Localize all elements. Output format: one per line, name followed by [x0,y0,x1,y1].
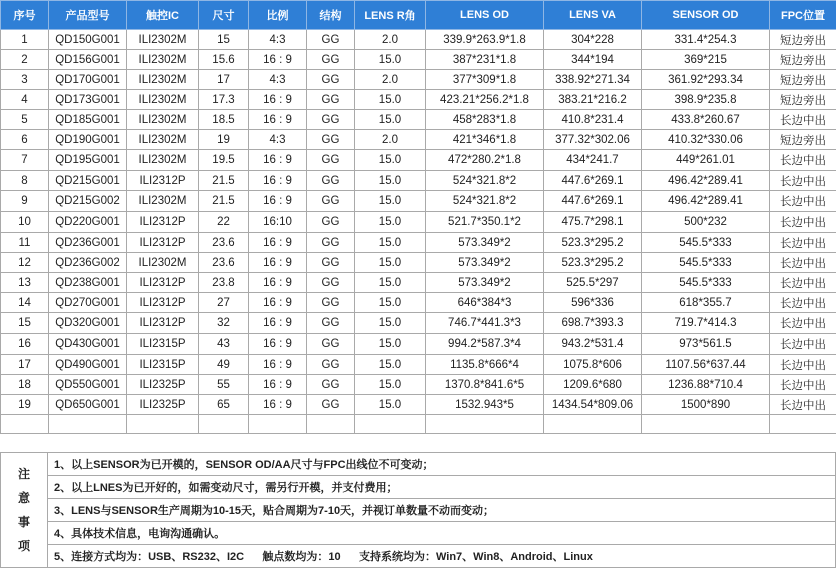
table-cell: 500*232 [642,212,770,233]
table-cell: 19 [1,395,49,415]
table-cell: 2.0 [355,30,426,50]
table-cell: 长边中出 [770,253,836,273]
table-cell: 15.0 [355,355,426,375]
table-cell: 344*194 [544,50,642,70]
notes-label-char: 事 [17,515,30,529]
table-cell: 525.5*297 [544,273,642,293]
table-cell: 618*355.7 [642,293,770,313]
table-cell: 短边旁出 [770,130,836,150]
table-cell: ILI2312P [127,273,199,293]
table-cell: GG [307,191,355,212]
table-cell: 65 [199,395,249,415]
notes-section [0,452,836,568]
table-row [1,273,836,293]
table-row [1,70,836,90]
column-header: 触控IC [127,1,199,30]
table-cell: 15.0 [355,395,426,415]
table-row [1,253,836,273]
notes-label-char: 意 [17,491,30,505]
table-cell: ILI2302M [127,191,199,212]
empty-cell [770,415,836,434]
table-cell: 23.6 [199,233,249,253]
table-cell: 2.0 [355,130,426,150]
table-cell: 21.5 [199,191,249,212]
empty-cell [355,415,426,434]
table-row [1,375,836,395]
table-cell: 11 [1,233,49,253]
table-cell: 423.21*256.2*1.8 [426,90,544,110]
table-cell: GG [307,233,355,253]
table-cell: 496.42*289.41 [642,171,770,191]
table-row [1,171,836,191]
table-cell: 16 : 9 [249,233,307,253]
table-cell: 43 [199,334,249,355]
table-cell: 9 [1,191,49,212]
table-cell: 16 : 9 [249,313,307,334]
table-cell: 长边中出 [770,191,836,212]
table-cell: 长边中出 [770,375,836,395]
table-cell: 19.5 [199,150,249,171]
table-cell: GG [307,110,355,130]
table-cell: 545.5*333 [642,273,770,293]
table-cell: GG [307,273,355,293]
table-cell: 12 [1,253,49,273]
table-cell: 746.7*441.3*3 [426,313,544,334]
column-header: LENS R角 [355,1,426,30]
notes-table [0,452,836,568]
table-cell: 15.0 [355,110,426,130]
table-row [1,110,836,130]
table-cell: 596*336 [544,293,642,313]
table-cell: 1 [1,30,49,50]
table-cell: ILI2302M [127,30,199,50]
table-cell: ILI2325P [127,395,199,415]
table-cell: 15.0 [355,150,426,171]
table-cell: 长边中出 [770,233,836,253]
table-cell: QD490G001 [49,355,127,375]
table-cell: 421*346*1.8 [426,130,544,150]
note-item: 3、LENS与SENSOR生产周期为10-15天，贴合周期为7-10天，并视订单数量不动而变动； [48,498,836,521]
table-row [1,150,836,171]
table-cell: 16 : 9 [249,355,307,375]
table-cell: 长边中出 [770,334,836,355]
column-header: 比例 [249,1,307,30]
table-cell: 524*321.8*2 [426,171,544,191]
table-cell: 15.0 [355,90,426,110]
table-cell: ILI2302M [127,70,199,90]
table-cell: GG [307,334,355,355]
table-cell: 7 [1,150,49,171]
table-cell: 10 [1,212,49,233]
table-cell: QD236G002 [49,253,127,273]
table-cell: 15.0 [355,334,426,355]
table-cell: 27 [199,293,249,313]
table-cell: 23.6 [199,253,249,273]
table-cell: 长边中出 [770,171,836,191]
table-cell: 1075.8*606 [544,355,642,375]
table-cell: GG [307,212,355,233]
table-cell: 15.0 [355,313,426,334]
table-cell: ILI2312P [127,313,199,334]
table-cell: GG [307,313,355,334]
table-cell: 15.0 [355,191,426,212]
table-cell: QD185G001 [49,110,127,130]
table-row [1,130,836,150]
table-cell: 16 : 9 [249,90,307,110]
table-cell: ILI2302M [127,150,199,171]
table-cell: 6 [1,130,49,150]
table-row [1,30,836,50]
notes-label [1,453,48,568]
table-cell: 573.349*2 [426,233,544,253]
table-cell: 383.21*216.2 [544,90,642,110]
table-header-row [1,1,836,30]
table-cell: QD156G001 [49,50,127,70]
table-cell: 1236.88*710.4 [642,375,770,395]
column-header: 尺寸 [199,1,249,30]
table-cell: 短边旁出 [770,50,836,70]
table-cell: 15 [1,313,49,334]
table-cell: 1135.8*666*4 [426,355,544,375]
table-cell: QD195G001 [49,150,127,171]
table-cell: 短边旁出 [770,90,836,110]
empty-cell [426,415,544,434]
table-cell: ILI2302M [127,130,199,150]
table-cell: 434*241.7 [544,150,642,171]
table-cell: 15.0 [355,233,426,253]
table-row [1,355,836,375]
table-cell: 55 [199,375,249,395]
table-cell: 646*384*3 [426,293,544,313]
table-cell: QD430G001 [49,334,127,355]
empty-cell [249,415,307,434]
table-cell: 1434.54*809.06 [544,395,642,415]
table-cell: 545.5*333 [642,253,770,273]
table-cell: QD170G001 [49,70,127,90]
table-row [1,334,836,355]
table-cell: 475.7*298.1 [544,212,642,233]
table-cell: ILI2315P [127,355,199,375]
table-cell: QD320G001 [49,313,127,334]
table-cell: 15.0 [355,253,426,273]
empty-cell [199,415,249,434]
table-cell: GG [307,253,355,273]
table-row [1,90,836,110]
table-cell: 21.5 [199,171,249,191]
table-cell: 16 : 9 [249,395,307,415]
table-cell: 15 [199,30,249,50]
empty-row [1,415,836,434]
table-cell: 449*261.01 [642,150,770,171]
table-cell: 361.92*293.34 [642,70,770,90]
table-cell: 369*215 [642,50,770,70]
table-cell: 1370.8*841.6*5 [426,375,544,395]
table-cell: 15.6 [199,50,249,70]
table-cell: 8 [1,171,49,191]
table-cell: GG [307,395,355,415]
table-cell: 3 [1,70,49,90]
table-cell: 994.2*587.3*4 [426,334,544,355]
table-cell: ILI2302M [127,253,199,273]
table-cell: 16 : 9 [249,171,307,191]
table-cell: 1209.6*680 [544,375,642,395]
table-cell: 545.5*333 [642,233,770,253]
table-cell: 长边中出 [770,395,836,415]
table-cell: QD190G001 [49,130,127,150]
column-header: LENS VA [544,1,642,30]
table-cell: 398.9*235.8 [642,90,770,110]
table-cell: QD650G001 [49,395,127,415]
table-cell: 19 [199,130,249,150]
table-cell: 338.92*271.34 [544,70,642,90]
table-cell: 16 : 9 [249,191,307,212]
empty-cell [1,415,49,434]
table-cell: 16 : 9 [249,50,307,70]
table-cell: 377*309*1.8 [426,70,544,90]
empty-cell [642,415,770,434]
table-cell: 1107.56*637.44 [642,355,770,375]
table-cell: 4 [1,90,49,110]
note-item: 4、具体技术信息，电询沟通确认。 [48,521,836,544]
table-cell: 16 [1,334,49,355]
note-item: 1、以上SENSOR为已开模的，SENSOR OD/AA尺寸与FPC出线位不可变动； [48,453,836,476]
table-cell: QD173G001 [49,90,127,110]
table-cell: 15.0 [355,273,426,293]
table-cell: 17.3 [199,90,249,110]
table-cell: 521.7*350.1*2 [426,212,544,233]
table-cell: 4:3 [249,70,307,90]
table-cell: 496.42*289.41 [642,191,770,212]
empty-cell [544,415,642,434]
table-cell: 14 [1,293,49,313]
table-cell: 5 [1,110,49,130]
table-cell: 13 [1,273,49,293]
table-cell: QD550G001 [49,375,127,395]
table-cell: GG [307,171,355,191]
column-header: SENSOR OD [642,1,770,30]
table-cell: 短边旁出 [770,30,836,50]
table-cell: QD238G001 [49,273,127,293]
table-cell: 472*280.2*1.8 [426,150,544,171]
table-cell: QD150G001 [49,30,127,50]
table-cell: 15.0 [355,375,426,395]
table-cell: 16 : 9 [249,253,307,273]
table-cell: 22 [199,212,249,233]
table-cell: ILI2312P [127,171,199,191]
table-cell: 32 [199,313,249,334]
table-cell: 433.8*260.67 [642,110,770,130]
table-cell: GG [307,30,355,50]
column-header: 序号 [1,1,49,30]
table-cell: QD236G001 [49,233,127,253]
table-cell: ILI2315P [127,334,199,355]
table-cell: 长边中出 [770,150,836,171]
table-cell: 4:3 [249,130,307,150]
table-cell: 18 [1,375,49,395]
table-cell: ILI2325P [127,375,199,395]
table-cell: 长边中出 [770,110,836,130]
table-cell: 2 [1,50,49,70]
table-cell: 长边中出 [770,212,836,233]
table-row [1,50,836,70]
table-row [1,293,836,313]
table-cell: GG [307,150,355,171]
table-cell: 长边中出 [770,293,836,313]
table-cell: 16 : 9 [249,150,307,171]
table-cell: 长边中出 [770,355,836,375]
table-cell: QD220G001 [49,212,127,233]
empty-cell [49,415,127,434]
table-cell: 16 : 9 [249,334,307,355]
table-row [1,233,836,253]
table-cell: ILI2312P [127,212,199,233]
table-cell: 49 [199,355,249,375]
table-cell: GG [307,70,355,90]
table-cell: 943.2*531.4 [544,334,642,355]
table-cell: 447.6*269.1 [544,171,642,191]
table-cell: QD215G002 [49,191,127,212]
table-cell: 458*283*1.8 [426,110,544,130]
table-cell: 698.7*393.3 [544,313,642,334]
table-cell: ILI2302M [127,50,199,70]
table-cell: 524*321.8*2 [426,191,544,212]
table-cell: GG [307,293,355,313]
table-cell: QD215G001 [49,171,127,191]
table-cell: ILI2312P [127,293,199,313]
table-cell: 2.0 [355,70,426,90]
table-cell: 15.0 [355,293,426,313]
table-cell: 447.6*269.1 [544,191,642,212]
table-row [1,212,836,233]
table-cell: 1532.943*5 [426,395,544,415]
table-cell: 长边中出 [770,313,836,334]
table-cell: 410.8*231.4 [544,110,642,130]
table-cell: 短边旁出 [770,70,836,90]
table-cell: GG [307,355,355,375]
note-item: 5、连接方式均为：USB、RS232、I2C 触点数均为：10 支持系统均为：Win7、Win8、Android、Linux [48,544,836,567]
table-cell: GG [307,375,355,395]
table-cell: 573.349*2 [426,253,544,273]
table-cell: 387*231*1.8 [426,50,544,70]
table-cell: 16 : 9 [249,273,307,293]
table-cell: 长边中出 [770,273,836,293]
column-header: 产品型号 [49,1,127,30]
notes-label-char: 注 [17,467,30,481]
table-cell: 973*561.5 [642,334,770,355]
table-cell: 15.0 [355,212,426,233]
table-row [1,395,836,415]
note-item: 2、以上LNES为已开好的，如需变动尺寸，需另行开模，并支付费用； [48,475,836,498]
table-cell: 410.32*330.06 [642,130,770,150]
table-cell: 17 [199,70,249,90]
table-cell: ILI2302M [127,90,199,110]
table-body [1,30,836,434]
column-header: 结构 [307,1,355,30]
column-header: FPC位置 [770,1,836,30]
table-cell: 16:10 [249,212,307,233]
empty-cell [127,415,199,434]
table-cell: 16 : 9 [249,293,307,313]
table-cell: 16 : 9 [249,110,307,130]
table-cell: GG [307,130,355,150]
table-row [1,191,836,212]
notes-label-char: 项 [17,539,30,553]
table-row [1,313,836,334]
table-cell: 304*228 [544,30,642,50]
table-cell: GG [307,90,355,110]
table-cell: 523.3*295.2 [544,233,642,253]
table-cell: 15.0 [355,171,426,191]
table-cell: GG [307,50,355,70]
table-cell: 17 [1,355,49,375]
table-cell: ILI2312P [127,233,199,253]
table-cell: 18.5 [199,110,249,130]
table-cell: 4:3 [249,30,307,50]
table-cell: 377.32*302.06 [544,130,642,150]
table-cell: 16 : 9 [249,375,307,395]
table-cell: QD270G001 [49,293,127,313]
table-cell: 15.0 [355,50,426,70]
table-cell: 1500*890 [642,395,770,415]
empty-cell [307,415,355,434]
table-cell: 331.4*254.3 [642,30,770,50]
table-cell: ILI2302M [127,110,199,130]
table-cell: 339.9*263.9*1.8 [426,30,544,50]
table-cell: 719.7*414.3 [642,313,770,334]
table-cell: 523.3*295.2 [544,253,642,273]
column-header: LENS OD [426,1,544,30]
table-cell: 23.8 [199,273,249,293]
table-cell: 573.349*2 [426,273,544,293]
